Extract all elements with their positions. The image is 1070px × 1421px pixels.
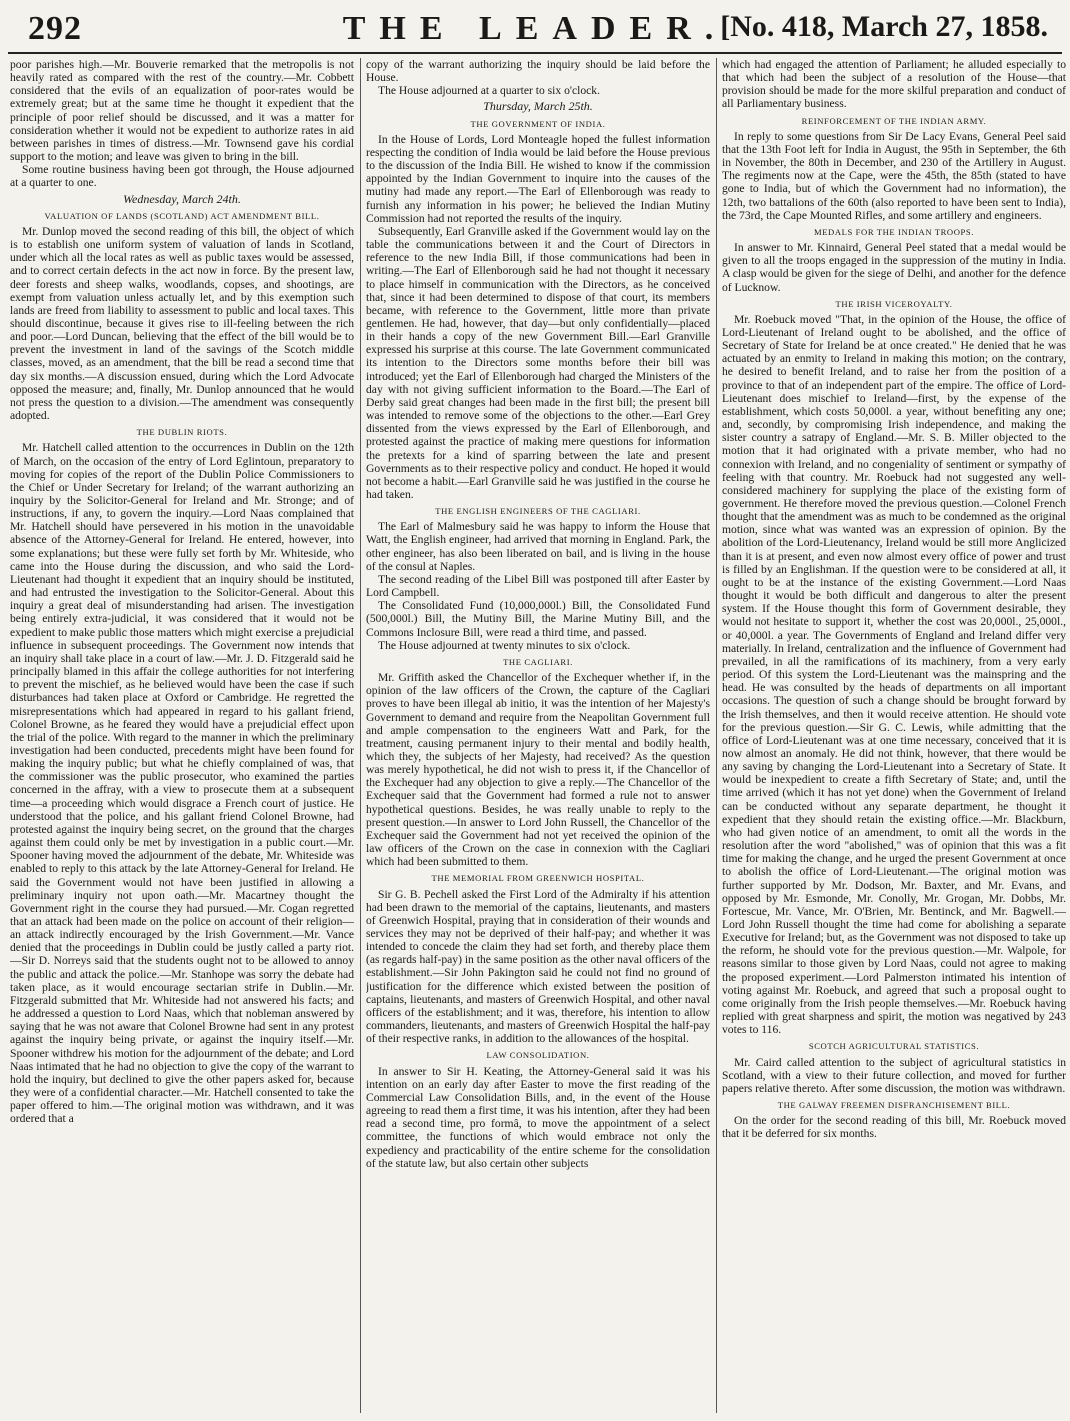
- paragraph: The Earl of Malmesbury said he was happy to inform the House that Watt, the English engineer, had arrived that morning in England. Park, the other engineer, has also been liberated on bail, and is living in the house of the consul at Naples.: [366, 520, 710, 573]
- section-heading: THE IRISH VICEROYALTY.: [835, 298, 953, 309]
- section-heading: THE DUBLIN RIOTS.: [136, 427, 228, 438]
- paragraph: The House adjourned at twenty minutes to six o'clock.: [378, 638, 631, 652]
- column-3: [722, 58, 1066, 1413]
- section-heading: THE CAGLIARI.: [503, 656, 573, 667]
- section-heading: MEDALS FOR THE INDIAN TROOPS.: [813, 226, 975, 237]
- column-divider: [716, 58, 717, 1413]
- paragraph: In reply to some questions from Sir De Lacy Evans, General Peel said that the 13th Foot left for India in August, the 95th in September, the 6th in November, the 80th in December, and 230 of the Artillery in August. The regiments now at the Cape, were the 45th, the 85th (stated to have gone to India, but of which the Government had no information), the 12th, two battalions of the 60th (also reported to have been sent to India), the 73rd, the Cape Mounted Rifles, and some artillery and engineers.: [722, 129, 1066, 222]
- section-heading: SCOTCH AGRICULTURAL STATISTICS.: [808, 1041, 980, 1052]
- page-number: 292: [28, 10, 82, 47]
- newspaper-title: THE LEADER.: [342, 10, 728, 47]
- paragraph: The House adjourned at a quarter to six o'clock.: [378, 84, 600, 98]
- paragraph: Sir G. B. Pechell asked the First Lord of the Admiralty if his attention had been drawn to the memorial of the captains, lieutenants, and masters of Greenwich Hospital, praying that in consideration of their wounds and services they may not be deprived of their half-pay; and whether it was intended to concede the claim they had set forth, and thereby place them (as regards half-pay) in the same position as the other naval officers of the establishment.—Sir John Pakington said he could not find no ground of justification for the difference which existed between the position of captains, lieutenants, and masters of Greenwich Hospital, and other naval officers of the establishment; and it was, therefore, his intention to allow commanders, lieutenants, and masters of Greenwich Hospital the half-pay of their respective ranks, in addition to the allowances of the hospital.: [366, 887, 710, 1046]
- paragraph: The Consolidated Fund (10,000,000l.) Bill, the Consolidated Fund (500,000l.) Bill, the Mutiny Bill, the Marine Mutiny Bill, and the Commons Inclosure Bill, were read a third time, and passed.: [366, 599, 710, 639]
- column-divider: [360, 58, 361, 1413]
- section-heading: THE MEMORIAL FROM GREENWICH HOSPITAL.: [431, 873, 645, 884]
- paragraph: Mr. Roebuck moved "That, in the opinion of the House, the office of Lord-Lieutenant of Ireland ought to be abolished, and the office of Secretary of State for Ireland be at once created." He denied that he was actuated by an enmity to Ireland in making this motion; on the contrary, he desired to benefit Ireland, and to raise her from the position of a province to that of an independent part of the empire. The office of Lord-Lieutenant does mischief to Ireland—first, by the expense of the establishment, which costs 50,000l. a year, without benefiting any one; and, secondly, by compromising Irish independence, and making the sister country a satrapy of England.—Mr. S. B. Miller objected to the motion that it had originated with a private member, who had no connexion with Ireland, and no congeniality of sentiment or sympathy of feeling with that country. Mr. Roebuck had not suggested any well-considered machinery for supplying the place of the existing form of government. He therefore moved the previous question.—Colonel French thought that the amendment was as much to be condemned as the original motion, since what was wanted was an expression of opinion. By the abolition of the Lord-Lieutenancy, Ireland would be still more Anglicized than it is at present, and even now almost every office of power and trust is filled by an Englishman. If the question were to be considered at all, it ought to be at the instance of the existing Government.—Lord Naas thought it would be both difficult and dangerous to alter the present system. If the House thought this form of Government desirable, they would not hesitate to support it, whether the cost was 20,000l., 25,000l., or 40,000l. a year. The Governments of England and Ireland differ very materially. In Ireland, centralization and the influence of Government had prevailed, in all the ramifications of its machinery, from a very early period. Of this system the Lord-Lieutenant was the mainspring and the head. He was consulted by the heads of departments on all important occasions. The question of such a change should be brought forward by the Irish themselves, and then it would receive attention. He should vote for the previous question.—Sir G. C. Lewis, while admitting that the office of Lord-Lieutenant was at one time necessary, conceived that it is now almost an anomaly. He did not think, however, that there would be any saving by changing the Lord-Lieutenant into a Secretary of State. It would be inexpedient to create a fifth Secretary of State; and, until the time arrived (which it has not yet done) when the Government of Ireland can be conducted without any separate department, he thought it expedient that they should retain the existing office.—Mr. Blackburn, who had given notice of an amendment, to omit all the words in the resolution after the word "abolished," was of opinion that this was a fit time for making the change, and he urged the present Government at once to abolish the office of Lord-Lieutenant.—The original motion was further supported by Mr. Dodson, Mr. Baxter, and Mr. Evans, and opposed by Mr. Esmonde, Mr. Conolly, Mr. Grogan, Mr. Dobbs, Mr. Fortescue, Mr. Vance, Mr. O'Brien, Mr. Bentinck, and Mr. Bagwell.—Lord John Russell thought the time had come for abolishing a separate Executive for Ireland; but, as the Government was not disposed to take up the reform, he should vote for the previous question.—Mr. Walpole, for reasons similar to those given by Lord Naas, could not agree to making the proposed experiment.—Lord Palmerston intimated his intention of voting against Mr. Roebuck, and agreed that such a proposal ought to come originally from the Irish people themselves.—Mr. Roebuck having replied with great sharpness and spirit, the motion was negatived by 243 votes to 116.: [722, 312, 1066, 1037]
- section-heading: VALUATION OF LANDS (SCOTLAND) ACT AMENDMENT BILL.: [44, 210, 320, 221]
- column-2: [366, 58, 710, 1413]
- date-heading: Wednesday, March 24th.: [123, 191, 241, 206]
- paragraph: poor parishes high.—Mr. Bouverie remarked that the metropolis is not heavily rated as compared with the rest of the country.—Mr. Cobbett considered that the evils of an equalization of poor-rates would be extremely great; but at the same time he thought it expedient that the principle of poor relief should be discussed, and it was a matter for consideration whether it would not be expedient to authorize rates in aid between parishes in times of distress.—Mr. Townsend gave his cordial support to the motion; and leave was given to bring in the bill.: [10, 58, 354, 164]
- paragraph: In the House of Lords, Lord Monteagle hoped the fullest information respecting the condition of India would be laid before the House previous to the discussion of the India Bill. He wished to know if the commission appointed by the Indian Government to inquire into the causes of the mutiny had made any report.—The Earl of Ellenborough was ready to furnish any information in his power; he believed the Indian Mutiny Commission had not reported the results of the inquiry.: [366, 132, 710, 225]
- issue-date: [No. 418, March 27, 1858.: [720, 10, 1048, 43]
- section-heading: THE GOVERNMENT OF INDIA.: [470, 118, 606, 129]
- paragraph: Subsequently, Earl Granville asked if the Government would lay on the table the communications between it and the Court of Directors in reference to the new India Bill, if those communications had been in writing.—The Earl of Ellenborough said he had not thought it necessary to place himself in communication with the Directors, as he conceived that, since it had been determined to dispose of that court, its members became, with reference to the Government, little more than private gentlemen. He had, however, that day—but only confidentially—placed in their hands a copy of the new Government Bill.—Earl Granville expressed his surprise at this course. The late Government communicated its intention to the Directors some months before their bill was introduced; yet the Earl of Ellenborough had charged the Ministers of the day with not giving sufficient information to the Board.—The Earl of Derby said great changes had been made in the first bill; the present bill was intended to remove some of the objections to the other.—Earl Grey dissented from the views expressed by the Earl of Ellenborough, and protested against the practice of making mere questions for information the pretexts for a kind of sparring between the late and present Governments as to their respective policy and conduct. He hoped it would not become a habit.—Earl Granville said he was justified in the course he had taken.: [366, 224, 710, 501]
- paragraph: Mr. Caird called attention to the subject of agricultural statistics in Scotland, with a view to their future collection, and moved for further papers relative thereto. After some discussion, the motion was withdrawn.: [722, 1055, 1066, 1095]
- header-rule: [8, 52, 1062, 54]
- section-heading: THE ENGLISH ENGINEERS OF THE CAGLIARI.: [435, 506, 641, 517]
- paragraph: On the order for the second reading of this bill, Mr. Roebuck moved that it be deferred for six months.: [722, 1114, 1066, 1141]
- masthead: [8, 10, 1062, 54]
- paragraph: In answer to Mr. Kinnaird, General Peel stated that a medal would be given to all the troops engaged in the suppression of the mutiny in India. A clasp would be given for the siege of Delhi, and another for the defence of Lucknow.: [722, 241, 1066, 294]
- section-heading: THE GALWAY FREEMEN DISFRANCHISEMENT BILL.: [777, 1100, 1011, 1111]
- paragraph: The second reading of the Libel Bill was postponed till after Easter by Lord Campbell.: [366, 572, 710, 600]
- paragraph: Mr. Griffith asked the Chancellor of the Exchequer whether if, in the opinion of the law officers of the Crown, the capture of the Cagliari proves to have been illegal ab initio, it was the intention of her Majesty's Government to demand and require from the Neapolitan Government full and ample compensation to the engineers Watt and Park, for the treatment, causing permanent injury to their mental and bodily health, which they, the subjects of her Majesty, had received? As the question was merely hypothetical, he did not wish to press it, if the Chancellor of the Exchequer had any objection to give a reply.—The Chancellor of the Exchequer said that the Government had formed a rule not to answer hypothetical questions. Besides, he was really unable to reply to the present question.—In answer to Lord John Russell, the Chancellor of the Exchequer said the Government had not yet received the opinion of the law officers of the Crown on the case in connexion with the Cagliari which had been submitted to them.: [366, 671, 710, 869]
- paragraph: Mr. Hatchell called attention to the occurrences in Dublin on the 12th of March, on the occasion of the entry of Lord Eglintoun, preparatory to moving for copies of the report of the Dublin Police Commissioners to the Chief or Under Secretary for Ireland; of the warrant authorizing an inquiry by the Solicitor-General for Ireland and Mr. Stronge; and of instructions, if any, to govern the inquiry.—Lord Naas complained that Mr. Hatchell should have persevered in his motion in the unavoidable absence of the Attorney-General for Ireland. He entered, however, into some explanations; but these were fully set forth by Mr. Whiteside, who came into the House during the discussion, and who said the Lord-Lieutenant had thought it expedient that an inquiry should be instituted, and had entrusted the investigation to the Solicitor-General. About this inquiry a great deal of misunderstanding had arisen. The investigation being entirely extra-judicial, it was considered that it would not be expedient to make public those matters which might exercise a prejudicial influence in subsequent proceedings. The Government now intends that an inquiry shall take place in a court of law.—Mr. J. D. Fitzgerald said he principally blamed in this affair the college authorities for not interfering to prevent the mischief, as he believed would have been the case if such disturbances had taken place at Oxford or Cambridge. He regretted the misrepresentations which had appeared in regard to his gallant friend, Colonel Browne, as he feared they would have a prejudicial effect upon the trial of the police. With regard to the manner in which the preliminary investigation had been conducted, precedents might have been found for making the inquiry public; but what he chiefly complained of was, that the commissioner was the public prosecutor, who examined the parties concerned in the affray, with a view to prosecute them at a subsequent time—a proceeding which would disgrace a French court of justice. He understood that the police, and his gallant friend Colonel Browne, had protested against the inquiry being secret, on the ground that the charges against them could only be met by investigation in a public court.—Mr. Spooner having moved the adjournment of the debate, Mr. Whiteside was enabled to reply to this attack by the late Attorney-General for Ireland. He said the Government would not have been justified in allowing a preliminary inquiry not upon oath.—Mr. Macartney thought the Government right in the course they had pursued.—Mr. Cogan regretted that an attack had been made on the police on account of their religion—an attack indirectly encouraged by the Irish Government.—Mr. Vance denied that the proceedings in Dublin could be justly called a party riot.—Sir D. Norreys said that the students ought not to be allowed to annoy the public and attack the police.—Mr. Stanhope was sorry the debate had taken place, as it would encourage sectarian strife in Dublin.—Mr. Fitzgerald submitted that Mr. Whiteside had not answered his facts; and he addressed a question to Lord Naas, which that nobleman answered by saying that he was not aware that Colonel Browne had sent in any protest against the inquiry being private, or against the inquiry itself.—Mr. Spooner withdrew his motion for the adjournment of the debate; and Lord Naas intimated that he had no objection to give the copy of the warrant to hold the inquiry, but declined to give the other papers asked for, because they were of a confidential character.—Mr. Hatchell consented to take the paper offered to him.—The original motion was withdrawn, and it was ordered that a: [10, 441, 354, 1126]
- date-heading: Thursday, March 25th.: [483, 99, 593, 114]
- section-heading: REINFORCEMENT OF THE INDIAN ARMY.: [801, 115, 987, 126]
- paragraph: Some routine business having been got through, the House adjourned at a quarter to one.: [10, 163, 354, 190]
- paragraph: which had engaged the attention of Parliament; he alluded especially to that which had been the subject of a resolution of the House—that provision should be made for the more skilful preparation and conduct of all Parliamentary business.: [722, 58, 1066, 111]
- section-heading: LAW CONSOLIDATION.: [486, 1050, 590, 1061]
- paragraph: In answer to Sir H. Keating, the Attorney-General said it was his intention on an early day after Easter to move the first reading of the Commercial Law Consolidation Bills, and, in the event of the House agreeing to read them a first time, it was his intention, after they had been read a second time, pro formâ, to move the appointment of a select committee, the functions of which would embrace not only the expediency and practicability of the entire scheme for the consolidation of the statute law, but also certain other subjects: [366, 1064, 710, 1170]
- paragraph: Mr. Dunlop moved the second reading of this bill, the object of which is to establish one uniform system of valuation of lands in Scotland, under which all the local rates as well as public taxes would be assessed, and to correct certain defects in the act now in force. By the present law, deer forests and sheep walks, woodlands, copses, and shootings, are exempt from valuation unless actually let, and by this exemption such lands are freed from liability to assessment to public and local taxes. This should discontinue, because it gives rise to ill-feeling between the rich and poor.—Lord Duncan, believing that the effect of the bill would be to prevent the investment in land of the savings of the Scotch middle classes, moved, as an amendment, that the bill be read a second time that day six months.—A discussion ensued, during which the Lord Advocate opposed the measure; and, finally, Mr. Dunlop announced that he would not press the question to a division.—The amendment was consequently adopted.: [10, 224, 354, 423]
- column-1: [10, 58, 354, 1413]
- paragraph: copy of the warrant authorizing the inquiry should be laid before the House.: [366, 58, 710, 85]
